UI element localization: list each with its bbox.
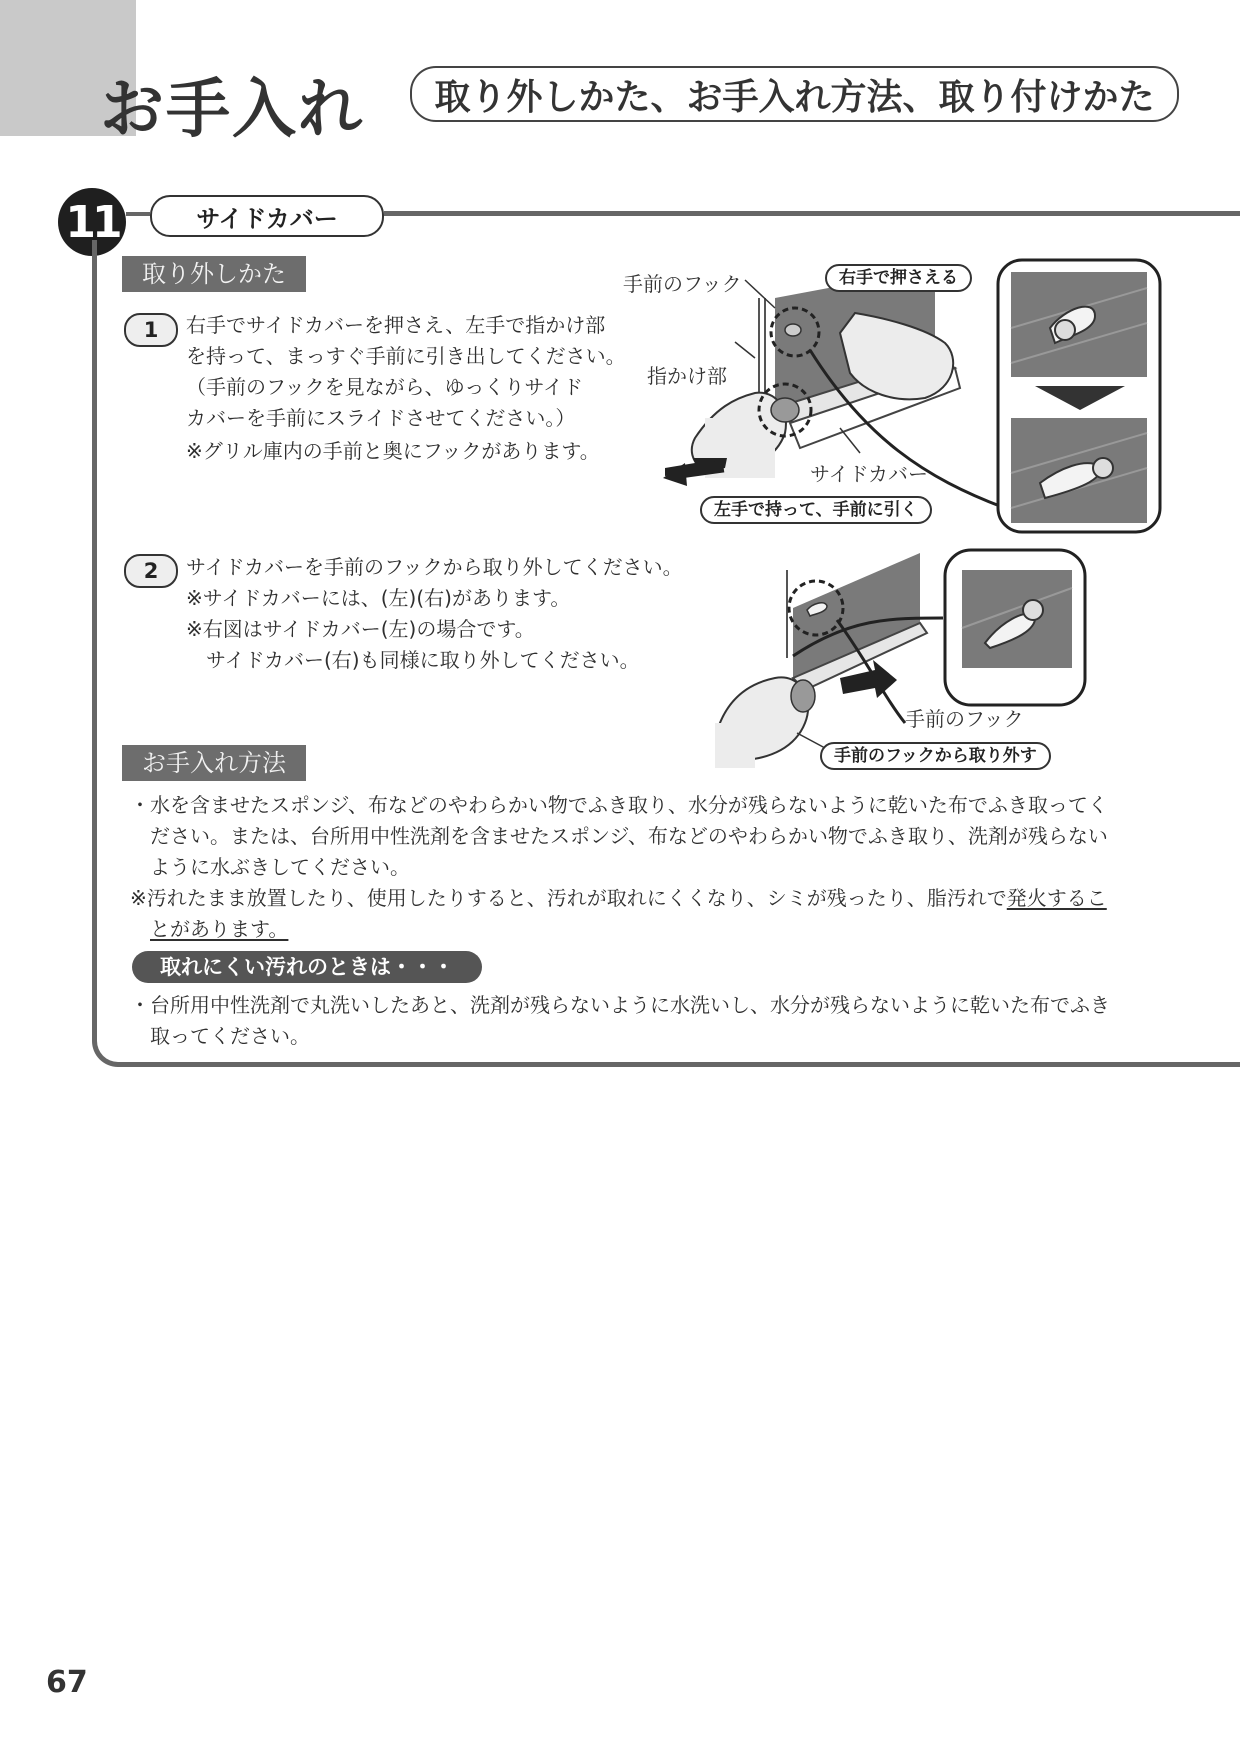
section-connector [126, 212, 150, 216]
step-1-line: 右手でサイドカバーを押さえ、左手で指かけ部 [186, 313, 606, 337]
care-bullet-line: ・水を含ませたスポンジ、布などのやわらかい物でふき取り、水分が残らないように乾いた布でふき取ってく [130, 793, 1108, 817]
page-number: 67 [46, 1665, 88, 1700]
callout-right-hand: 右手で押さえる [825, 264, 972, 292]
warning-text: ※汚れたまま放置したり、使用したりすると、汚れが取れにくくなり、シミが残ったり、脂汚れで [130, 886, 1007, 910]
step-2-line: ※右図はサイドカバー(左)の場合です。 [186, 617, 535, 641]
label-finger-grip: 指かけ部 [647, 364, 727, 388]
step-2-line: ※サイドカバーには、(左)(右)があります。 [186, 586, 571, 610]
step-1-note: ※グリル庫内の手前と奥にフックがあります。 [186, 439, 600, 463]
step-1-badge: 1 [124, 313, 178, 347]
subtitle-box [410, 66, 1179, 122]
callout-remove: 手前のフックから取り外す [820, 742, 1051, 770]
tough-stain-line: ・台所用中性洗剤で丸洗いしたあと、洗剤が残らないように水洗いし、水分が残らないように乾いた布でふき [130, 993, 1110, 1017]
care-heading: お手入れ方法 [122, 745, 306, 781]
warning-emphasis-cont: とがあります。 [150, 917, 289, 941]
care-instructions [130, 790, 1160, 945]
step-2-line: サイドカバー(右)も同様に取り外してください。 [186, 648, 640, 672]
callout-left-hand: 左手で持って、手前に引く [700, 496, 932, 524]
illustration-2-drawing [715, 548, 1090, 768]
step-1-text [186, 310, 626, 467]
care-bullet-line: ださい。または、台所用中性洗剤を含ませたスポンジ、布などのやわらかい物でふき取り、洗剤が残らない [130, 824, 1108, 848]
section-title: サイドカバー [150, 195, 384, 237]
warning-emphasis: 発火するこ [1006, 886, 1107, 910]
illustration-2 [715, 548, 1090, 768]
warning-indent [130, 917, 150, 941]
illustration-1 [625, 258, 1175, 540]
label-side-cover: サイドカバー [810, 462, 928, 486]
step-1-line: カバーを手前にスライドさせてください。） [186, 406, 576, 430]
removal-heading: 取り外しかた [122, 256, 306, 292]
label-front-hook-2: 手前のフック [905, 707, 1024, 731]
care-warning-cont [130, 914, 1160, 945]
page-title: お手入れ [100, 73, 364, 147]
step-1-line: （手前のフックを見ながら、ゆっくりサイド [186, 375, 583, 399]
section-number-badge: 11 [58, 188, 126, 256]
step-2-badge: 2 [124, 554, 178, 588]
step-1-line: を持って、まっすぐ手前に引き出してください。 [186, 344, 626, 368]
tough-stain-heading: 取れにくい汚れのときは・・・ [132, 951, 482, 983]
step-2-line: サイドカバーを手前のフックから取り外してください。 [186, 555, 683, 579]
section-rule [384, 211, 1240, 216]
care-warning [130, 883, 1160, 914]
label-front-hook: 手前のフック [623, 272, 742, 296]
step-2-text [186, 552, 706, 676]
tough-stain-line: 取ってください。 [130, 1024, 310, 1048]
tough-stain-text [130, 990, 1160, 1052]
care-bullet-line: ように水ぶきしてください。 [130, 855, 410, 879]
page-subtitle: 取り外しかた、お手入れ方法、取り付けかた [434, 76, 1155, 118]
